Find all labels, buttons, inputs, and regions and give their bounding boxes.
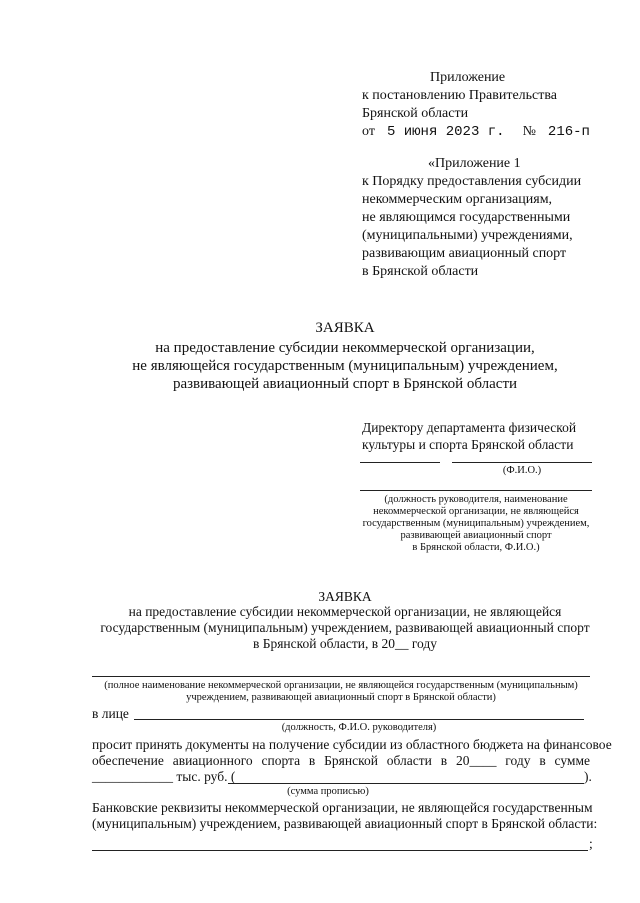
appendix1-line: в Брянской области bbox=[362, 264, 479, 279]
bank-details-end-mark: ; bbox=[589, 836, 593, 851]
main-heading: ЗАЯВКА bbox=[315, 320, 375, 336]
appendix1-line: некоммерческим организациям, bbox=[362, 192, 553, 207]
addressee-caption-line: развивающей авиационный спорт bbox=[400, 530, 552, 541]
main-title-line: развивающей авиационный спорт в Брянской области bbox=[172, 376, 518, 392]
date-prefix: от bbox=[362, 124, 375, 139]
number-prefix: № bbox=[522, 124, 536, 139]
addressee-line: Директору департамента физической bbox=[362, 420, 577, 435]
region-label: Брянской области bbox=[362, 106, 469, 121]
addressee-caption-line: государственным (муниципальным) учреждением, bbox=[362, 518, 590, 529]
main-title-line: на предоставление субсидии некоммерческой организации, bbox=[155, 340, 535, 356]
position-caption: (должность, Ф.И.О. руководителя) bbox=[281, 722, 437, 733]
main-title-line: не являющейся государственным (муниципальным) учреждением, bbox=[132, 358, 558, 374]
addressee-line: культуры и спорта Брянской области bbox=[362, 437, 574, 452]
fio-caption: (Ф.И.О.) bbox=[502, 465, 542, 476]
bank-details-entry-line bbox=[92, 850, 588, 851]
in-person-label: в лице bbox=[92, 706, 129, 721]
form-title-line: в Брянской области, в 20__ году bbox=[252, 636, 438, 651]
org-caption-line: (полное наименование некоммерческой организации, не являющейся государственным (муниципальным) bbox=[104, 680, 578, 691]
form-heading: ЗАЯВКА bbox=[318, 589, 372, 604]
head-position-line bbox=[134, 719, 584, 720]
form-title-line: на предоставление субсидии некоммерческой организации, не являющейся bbox=[128, 604, 562, 619]
appendix1-line: к Порядку предоставления субсидии bbox=[362, 174, 582, 189]
form-title-line: государственным (муниципальным) учреждением, развивающей авиационный спорт bbox=[100, 620, 590, 635]
appendix1-line: не являющимся государственными bbox=[362, 210, 571, 225]
request-sum-prefix: ____________ тыс. руб. ( bbox=[92, 769, 236, 784]
appendix1-line: (муниципальными) учреждениями, bbox=[362, 228, 573, 243]
fio-line bbox=[452, 462, 592, 463]
resolution-label: к постановлению Правительства bbox=[362, 88, 558, 103]
sum-in-words-line bbox=[228, 783, 584, 784]
request-line: просит принять документы на получение субсидии из областного бюджета на финансовое bbox=[92, 737, 612, 752]
head-details-line bbox=[360, 490, 592, 491]
appendix-label: Приложение bbox=[430, 70, 506, 85]
bank-details-line: (муниципальным) учреждением, развивающей авиационный спорт в Брянской области: bbox=[92, 816, 598, 831]
appendix1-line: развивающим авиационный спорт bbox=[362, 246, 567, 261]
signature-line bbox=[360, 462, 440, 463]
request-sum-suffix: ). bbox=[584, 769, 592, 784]
addressee-caption-line: (должность руководителя, наименование bbox=[384, 494, 568, 505]
addressee-caption-line: некоммерческой организации, не являющейся bbox=[373, 506, 579, 517]
org-caption-line: учреждением, развивающей авиационный спорт в Брянской области) bbox=[186, 692, 496, 703]
appendix1-title: «Приложение 1 bbox=[428, 156, 521, 171]
resolution-date-row bbox=[362, 122, 590, 140]
resolution-number: 216-п bbox=[547, 124, 590, 140]
addressee-caption-line: в Брянской области, Ф.И.О.) bbox=[412, 542, 540, 553]
request-line: обеспечение авиационного спорта в Брянской области в 20____ году в сумме bbox=[92, 753, 590, 768]
sum-caption: (сумма прописью) bbox=[287, 786, 369, 797]
org-name-line bbox=[92, 676, 590, 677]
resolution-date: 5 июня 2023 г. bbox=[386, 124, 505, 140]
bank-details-line: Банковские реквизиты некоммерческой организации, не являющейся государственным bbox=[92, 800, 593, 815]
